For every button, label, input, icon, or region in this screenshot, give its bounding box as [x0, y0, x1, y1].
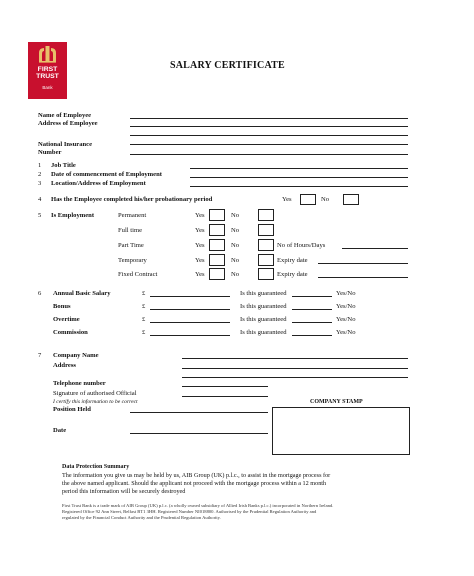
bonus-yes-no[interactable]: Yes/No	[336, 303, 356, 310]
bonus-currency: £	[142, 303, 146, 310]
full-time-no-label: No	[231, 227, 240, 234]
probation-label: Has the Employee completed his/her probationary period	[51, 196, 213, 203]
item-6-number: 6	[38, 290, 42, 297]
telephone-label: Telephone number	[53, 380, 106, 387]
logo-line-bank: Bank	[42, 85, 53, 90]
company-address-field[interactable]	[182, 368, 408, 369]
address-of-employee-field-3[interactable]	[130, 144, 408, 145]
job-title-field[interactable]	[190, 168, 408, 169]
fixed-contract-expiry-label: Expiry date	[277, 271, 308, 278]
temporary-no-label: No	[231, 257, 240, 264]
footer-line-3: regulated by the Financial Conduct Authority and the Prudential Regulation Authority.	[62, 515, 221, 520]
annual-basic-salary-label: Annual Basic Salary	[53, 290, 111, 297]
fixed-contract-expiry-field[interactable]	[318, 277, 408, 278]
commission-guaranteed-label: Is this guaranteed	[240, 329, 287, 336]
item-4-number: 4	[38, 196, 42, 203]
temporary-expiry-field[interactable]	[318, 263, 408, 264]
full-time-no-checkbox[interactable]	[258, 224, 274, 236]
bonus-label: Bonus	[53, 303, 71, 310]
permanent-yes-label: Yes	[195, 212, 205, 219]
address-of-employee-field-2[interactable]	[130, 135, 408, 136]
temporary-expiry-label: Expiry date	[277, 257, 308, 264]
probation-yes-checkbox[interactable]	[300, 194, 316, 205]
footer-line-2: Registered Office 92 Ann Street, Belfast BT1 3HH. Registered Number NI018800. Authorised by the Prudential Regulation Authority and	[62, 509, 317, 514]
overtime-label: Overtime	[53, 316, 80, 323]
date-of-commencement-label: Date of commencement of Employment	[51, 171, 162, 178]
national-insurance-field[interactable]	[130, 154, 408, 155]
probation-no-checkbox[interactable]	[343, 194, 359, 205]
annual-salary-guaranteed-field[interactable]	[292, 296, 332, 297]
company-name-field[interactable]	[182, 358, 408, 359]
bonus-field[interactable]	[150, 309, 230, 310]
date-label: Date	[53, 427, 67, 434]
hours-days-label: No of Hours/Days	[277, 242, 326, 249]
bonus-guaranteed-label: Is this guaranteed	[240, 303, 287, 310]
full-time-yes-checkbox[interactable]	[209, 224, 225, 236]
annual-salary-currency: £	[142, 290, 146, 297]
number-label: Number	[38, 149, 62, 156]
job-title-label: Job Title	[51, 162, 76, 169]
logo-line-first: FIRST	[37, 66, 58, 73]
data-protection-line-1: The information you give us may be held by us, AIB Group (UK) p.l.c., to assist in the mortgage process for	[62, 472, 331, 479]
item-1-number: 1	[38, 162, 42, 169]
annual-salary-field[interactable]	[150, 296, 230, 297]
probation-yes-label: Yes	[282, 196, 292, 203]
bank-logo	[28, 42, 67, 99]
signature-field[interactable]	[182, 396, 268, 397]
signature-label: Signature of authorised Official	[53, 390, 137, 397]
commission-field[interactable]	[150, 335, 230, 336]
part-time-yes-checkbox[interactable]	[209, 239, 225, 251]
commission-currency: £	[142, 329, 146, 336]
is-employment-label: Is Employment	[51, 212, 95, 219]
employment-type-fixed-contract: Fixed Contract	[118, 271, 158, 278]
company-address-label: Address	[53, 362, 76, 369]
name-of-employee-field[interactable]	[130, 118, 408, 119]
fixed-contract-yes-checkbox[interactable]	[209, 268, 225, 280]
commission-yes-no[interactable]: Yes/No	[336, 329, 356, 336]
permanent-yes-checkbox[interactable]	[209, 209, 225, 221]
employment-type-temporary: Temporary	[118, 257, 147, 264]
permanent-no-label: No	[231, 212, 240, 219]
company-stamp-label: COMPANY STAMP	[310, 399, 363, 405]
certify-note: I certify this information to be correct	[53, 399, 138, 405]
full-time-yes-label: Yes	[195, 227, 205, 234]
item-2-number: 2	[38, 171, 42, 178]
date-field[interactable]	[130, 433, 268, 434]
address-of-employee-label: Address of Employee	[38, 120, 98, 127]
company-name-label: Company Name	[53, 352, 99, 359]
fixed-contract-no-checkbox[interactable]	[258, 268, 274, 280]
commission-guaranteed-field[interactable]	[292, 335, 332, 336]
employment-type-full-time: Full time	[118, 227, 142, 234]
employment-type-part-time: Part Time	[118, 242, 144, 249]
bank-emblem-icon	[37, 45, 58, 63]
hours-days-field[interactable]	[342, 248, 408, 249]
date-of-commencement-field[interactable]	[190, 177, 408, 178]
temporary-yes-checkbox[interactable]	[209, 254, 225, 266]
fixed-contract-no-label: No	[231, 271, 240, 278]
overtime-currency: £	[142, 316, 146, 323]
overtime-field[interactable]	[150, 322, 230, 323]
temporary-no-checkbox[interactable]	[258, 254, 274, 266]
company-address-field-2[interactable]	[182, 377, 408, 378]
data-protection-line-3: period this information will be securely destroyed	[62, 488, 186, 495]
data-protection-line-2: the above named applicant. Should the applicant not proceed with the mortgage process within a 12 month	[62, 480, 327, 487]
part-time-yes-label: Yes	[195, 242, 205, 249]
part-time-no-checkbox[interactable]	[258, 239, 274, 251]
data-protection-heading: Data Protection Summary	[62, 464, 130, 470]
probation-no-label: No	[321, 196, 330, 203]
item-5-number: 5	[38, 212, 42, 219]
annual-salary-yes-no[interactable]: Yes/No	[336, 290, 356, 297]
overtime-yes-no[interactable]: Yes/No	[336, 316, 356, 323]
page-title: SALARY CERTIFICATE	[170, 60, 285, 71]
bonus-guaranteed-field[interactable]	[292, 309, 332, 310]
part-time-no-label: No	[231, 242, 240, 249]
telephone-field[interactable]	[182, 386, 268, 387]
item-7-number: 7	[38, 352, 42, 359]
permanent-no-checkbox[interactable]	[258, 209, 274, 221]
annual-salary-guaranteed-label: Is this guaranteed	[240, 290, 287, 297]
footer-line-1: First Trust Bank is a trade mark of AIB Group (UK) p.l.c. (a wholly owned subsidiary of Allied Irish Banks p.l.c.) incorporated in Northern Ireland.	[62, 503, 334, 508]
logo-line-trust: TRUST	[36, 73, 59, 80]
location-of-employment-label: Location/Address of Employment	[51, 180, 146, 187]
commission-label: Commission	[53, 329, 88, 336]
overtime-guaranteed-label: Is this guaranteed	[240, 316, 287, 323]
company-stamp-box[interactable]	[272, 407, 410, 455]
position-held-label: Position Held	[53, 406, 91, 413]
overtime-guaranteed-field[interactable]	[292, 322, 332, 323]
fixed-contract-yes-label: Yes	[195, 271, 205, 278]
location-of-employment-field[interactable]	[190, 186, 408, 187]
temporary-yes-label: Yes	[195, 257, 205, 264]
national-insurance-label: National Insurance	[38, 141, 93, 148]
address-of-employee-field[interactable]	[130, 126, 408, 127]
position-held-field[interactable]	[130, 412, 268, 413]
item-3-number: 3	[38, 180, 42, 187]
name-of-employee-label: Name of Employee	[38, 112, 92, 119]
employment-type-permanent: Permanent	[118, 212, 147, 219]
